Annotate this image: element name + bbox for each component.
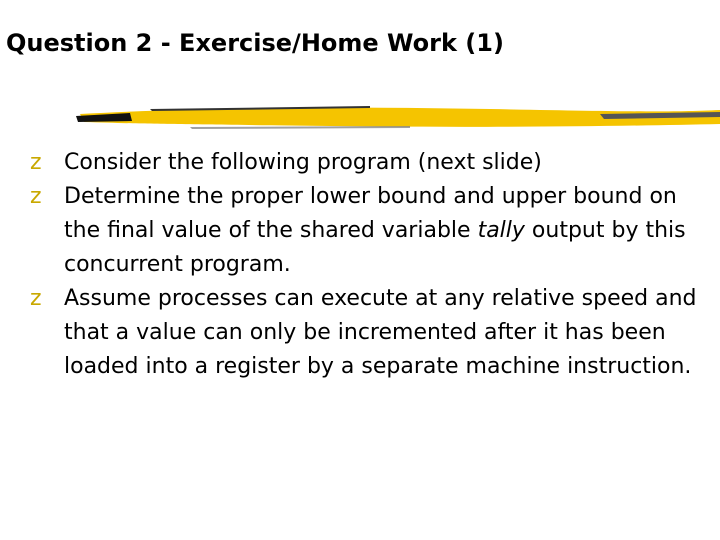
slide-title: Question 2 - Exercise/Home Work (1) (6, 29, 504, 57)
bullet-marker: z (30, 184, 42, 209)
bullet-list (30, 146, 700, 384)
bullet-text-part: Determine the proper lower bound and upper bound on the final value of the shared variable (64, 184, 677, 243)
variable-name-italic: tally (477, 218, 525, 243)
bullet-item (30, 282, 700, 384)
title-underline-brushstroke (70, 96, 720, 136)
bullet-item (30, 180, 700, 282)
bullet-marker: z (30, 150, 42, 175)
bullet-item (30, 146, 700, 180)
brushstroke-speckle (190, 126, 410, 129)
bullet-text (64, 184, 686, 277)
bullet-marker: z (30, 286, 42, 311)
bullet-text: Consider the following program (next slide) (64, 150, 542, 175)
bullet-text: Assume processes can execute at any relative speed and that a value can only be incremented after it has been loaded into a register by a separate machine instruction. (64, 286, 697, 379)
bullet-text-part: output by this concurrent program. (64, 218, 686, 277)
